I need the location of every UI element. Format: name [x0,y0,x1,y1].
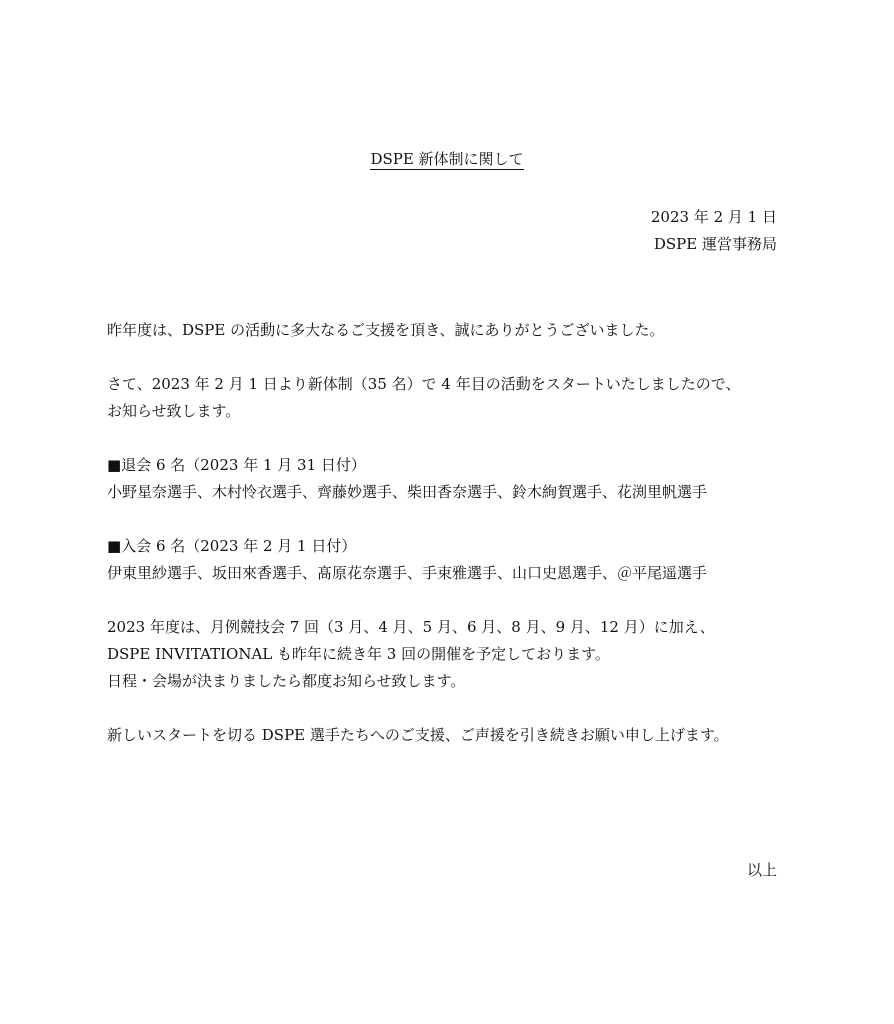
paragraph-line: 2023 年度は、月例競技会 7 回（3 月、4 月、5 月、6 月、8 月、9 月、12 月）に加え、 [107,618,715,636]
document-title [0,148,894,170]
paragraph-schedule [107,614,787,695]
document-body [107,317,787,776]
paragraph-thanks [107,317,787,344]
new-members-list: 伊東里紗選手、坂田來香選手、髙原花奈選手、手束雅選手、山口史恩選手、＠平尾遥選手 [107,564,708,582]
document-date: 2023 年 2 月 1 日 [650,208,777,226]
withdrawals-list: 小野星奈選手、木村怜衣選手、齊藤妙選手、柴田香奈選手、鈴木絢賀選手、花渕里帆選手 [107,483,708,501]
paragraph-closing-request [107,722,787,749]
document-header [651,204,777,258]
closing-mark: 以上 [746,861,777,879]
paragraph-line: 昨年度は、DSPE の活動に多大なるご支援を頂き、誠にありがとうございました。 [107,321,665,339]
paragraph-line: 新しいスタートを切る DSPE 選手たちへのご支援、ご声援を引き続きお願い申し上げます。 [107,726,729,744]
paragraph-line: DSPE INVITATIONAL も昨年に続き年 3 回の開催を予定しております。 [107,645,610,663]
paragraph-new-structure [107,371,787,425]
document-title-text: DSPE 新体制に関して [370,150,524,168]
paragraph-line: 日程・会場が決まりましたら都度お知らせ致します。 [107,672,466,690]
paragraph-line: さて、2023 年 2 月 1 日より新体制（35 名）で 4 年目の活動をスタートいたしましたので、 [107,375,741,393]
new-members-heading: ■入会 6 名（2023 年 2 月 1 日付） [107,537,357,555]
withdrawals-heading: ■退会 6 名（2023 年 1 月 31 日付） [107,456,366,474]
paragraph-new-members [107,533,787,587]
document-sender: DSPE 運営事務局 [653,235,777,253]
paragraph-withdrawals [107,452,787,506]
paragraph-line: お知らせ致します。 [107,402,241,420]
